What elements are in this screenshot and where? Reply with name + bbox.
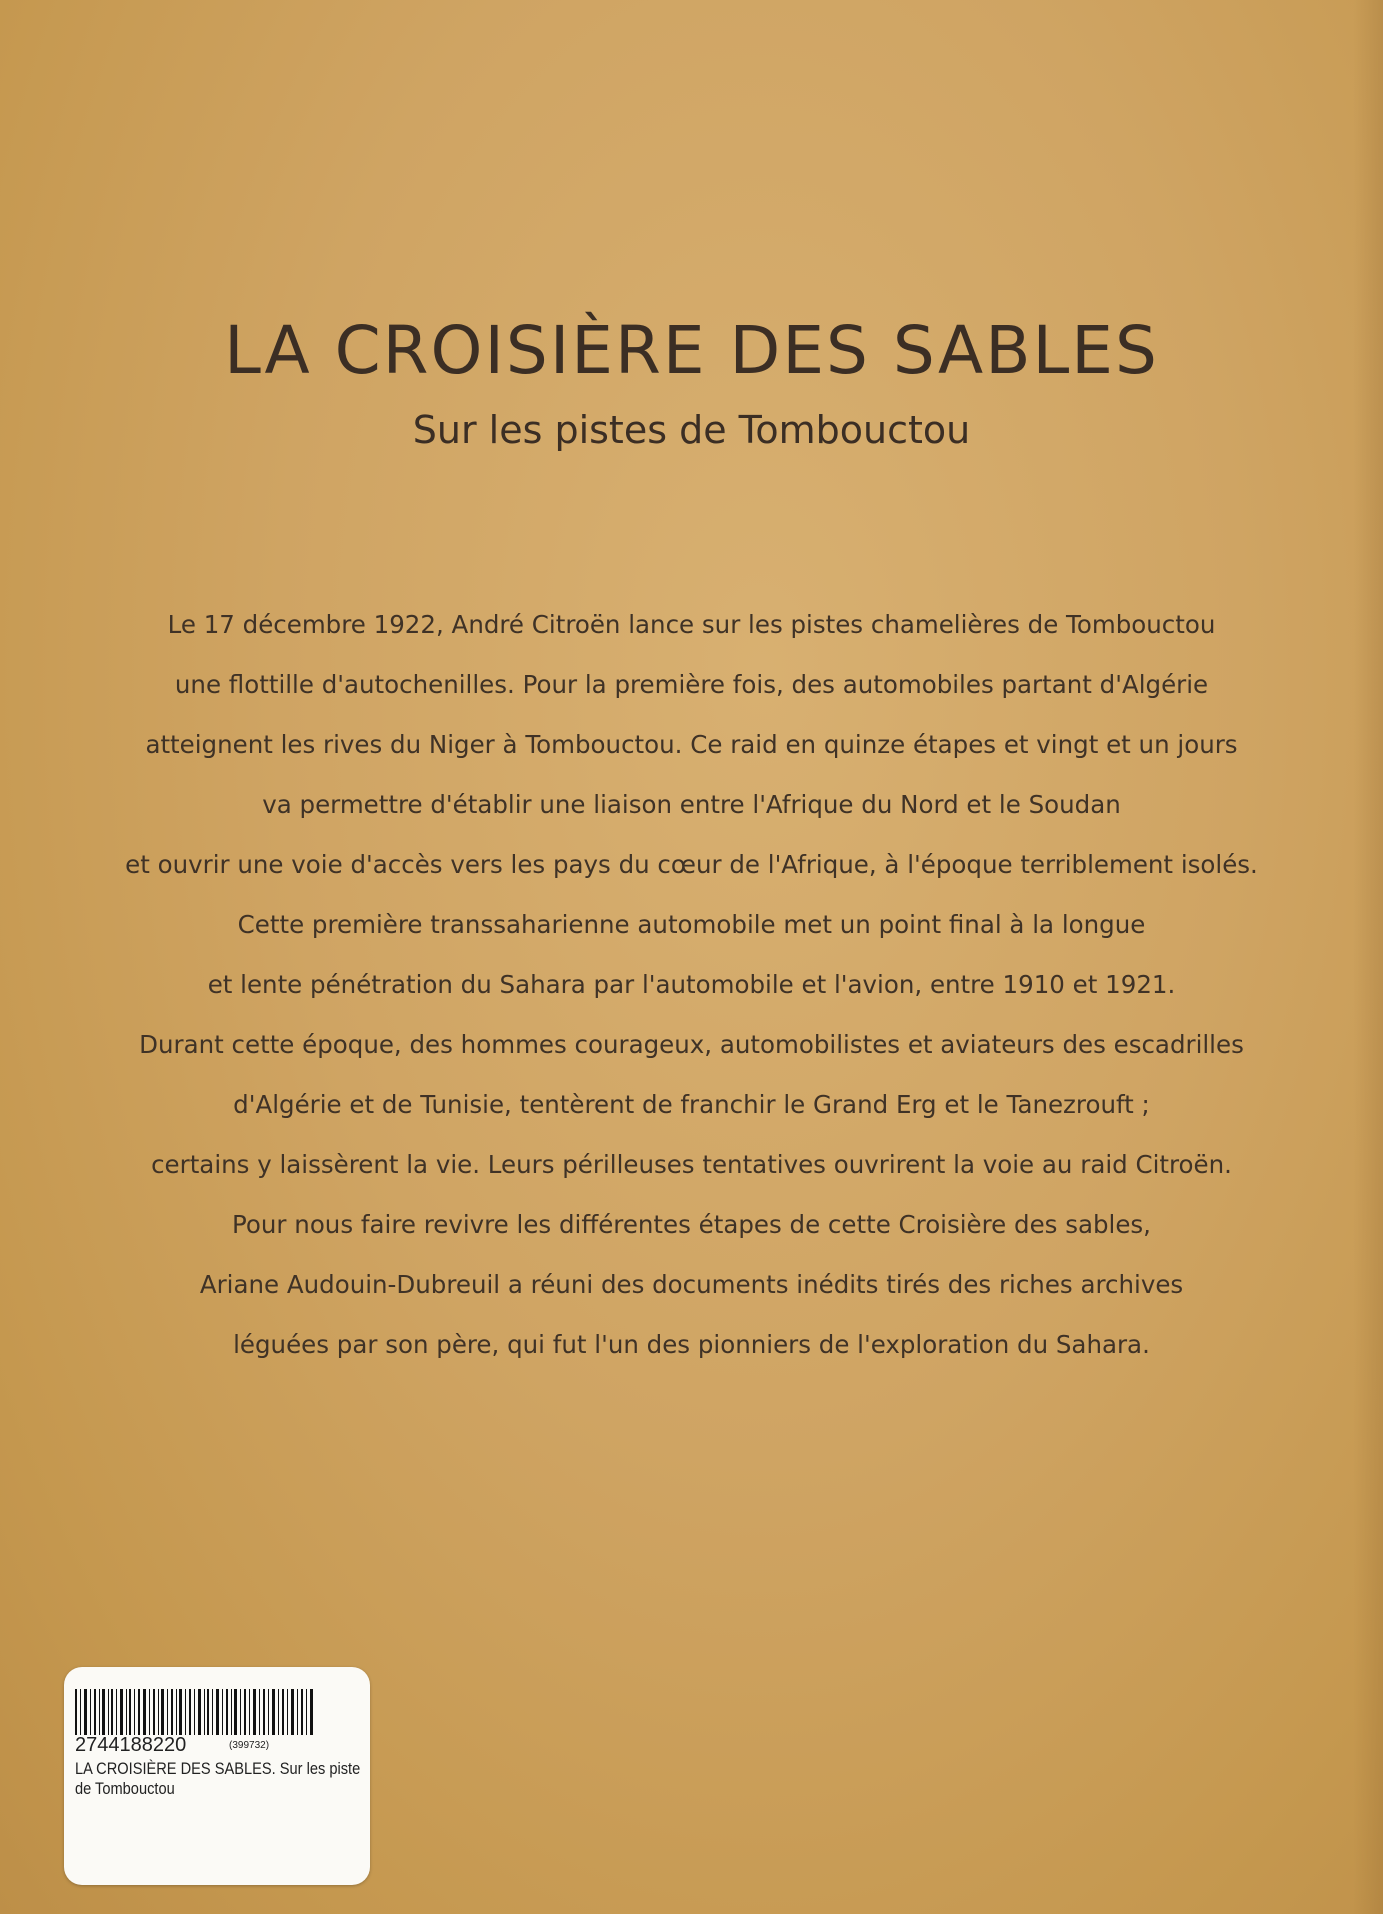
blurb-line: Ariane Audouin-Dubreuil a réuni des documents inédits tirés des riches archives — [199, 1270, 1184, 1299]
blurb-line: Durant cette époque, des hommes courageux, automobilistes et aviateurs des escadrilles — [139, 1030, 1244, 1059]
blurb-line: léguées par son père, qui fut l'un des pionniers de l'exploration du Sahara. — [233, 1330, 1150, 1359]
blurb-line: atteignent les rives du Niger à Tombouctou. Ce raid en quinze étapes et vingt et un jours — [145, 730, 1238, 759]
label-book-title: LA CROISIÈRE DES SABLES. Sur les piste de Tombouctou — [75, 1759, 361, 1798]
book-title: LA CROISIÈRE DES SABLES — [224, 312, 1159, 389]
blurb-line: et ouvrir une voie d'accès vers les pays du cœur de l'Afrique, à l'époque terriblement isolés. — [125, 850, 1258, 879]
blurb-line: et lente pénétration du Sahara par l'automobile et l'avion, entre 1910 et 1921. — [207, 970, 1176, 999]
cover-edge-shadow — [1353, 0, 1383, 1914]
blurb-line: d'Algérie et de Tunisie, tentèrent de franchir le Grand Erg et le Tanezrouft ; — [233, 1090, 1150, 1119]
blurb-line: va permettre d'établir une liaison entre l'Afrique du Nord et le Soudan — [262, 790, 1121, 819]
price-sticker-label — [64, 1667, 370, 1885]
blurb-line: Pour nous faire revivre les différentes étapes de cette Croisière des sables, — [232, 1210, 1151, 1239]
book-subtitle: Sur les pistes de Tombouctou — [412, 408, 971, 452]
blurb-line: certains y laissèrent la vie. Leurs périlleuses tentatives ouvrirent la voie au raid Citroën. — [151, 1150, 1232, 1179]
barcode-icon — [75, 1689, 315, 1735]
blurb-line: une flottille d'autochenilles. Pour la première fois, des automobiles partant d'Algérie — [174, 670, 1209, 699]
blurb-line: Le 17 décembre 1922, André Citroën lance sur les pistes chamelières de Tombouctou — [167, 610, 1216, 639]
isbn-number: 2744188220 — [75, 1734, 187, 1756]
reference-code: (399732) — [229, 1740, 270, 1751]
blurb-text — [60, 605, 1323, 1385]
blurb-line: Cette première transsaharienne automobile met un point final à la longue — [237, 910, 1146, 939]
